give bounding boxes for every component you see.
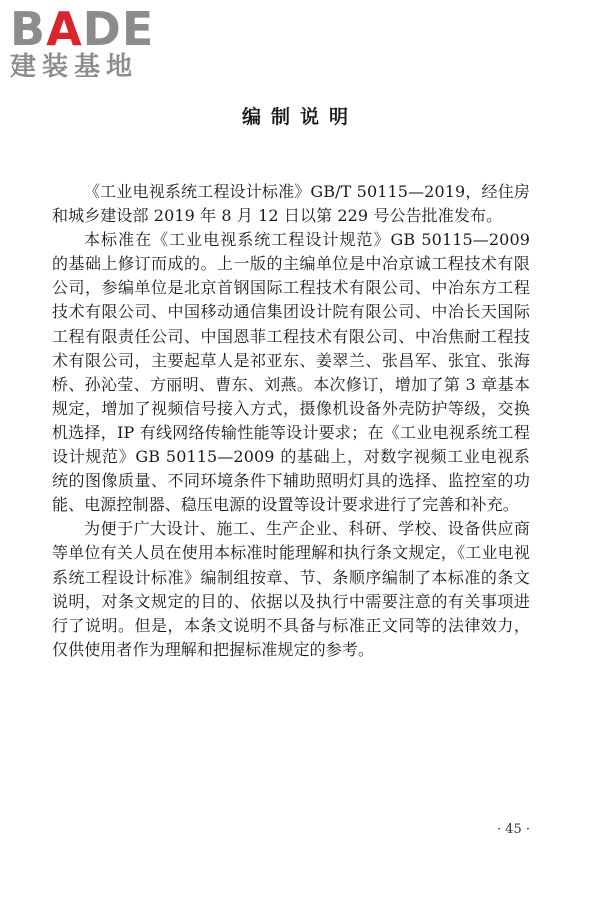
logo-wordmark xyxy=(10,4,175,54)
page-title: 编制说明 xyxy=(241,106,358,128)
logo-letter-b: B xyxy=(10,2,47,56)
paragraph-2: 本标准在《工业电视系统工程设计规范》GB 50115—2009 的基础上修订而成的。上一版的主编单位是中冶京诚工程技术有限公司，参编单位是北京首钢国际工程技术有限公司、中冶东方工程技术有限公司、中国移动通信集团设计院有限公司、中冶长天国际工程有限责任公司、中国恩菲工程技术有限公司、中冶焦耐工程技术有限公司，主要起草人是祁亚东、姜翠兰、张昌军、张宜、张海桥、孙沁莹、方丽明、曹东、刘燕。本次修订，增加了第 3 章基本规定，增加了视频信号接入方式，摄像机设备外壳防护等级，交换机选择，IP 有线网络传输性能等设计要求；在《工业电视系统工程设计规范》GB 50115—2009 的基础上，对数字视频工业电视系统的图像质量、不同环境条件下辅助照明灯具的选择、监控室的功能、电源控制器、稳压电源的设置等设计要求进行了完善和补充。 xyxy=(52,230,530,515)
logo-subtitle: 建装基地 xyxy=(10,52,139,82)
logo-letter-a: A xyxy=(46,2,83,56)
brand-logo xyxy=(10,4,175,82)
paragraph-1: 《工业电视系统工程设计标准》GB/T 50115—2019，经住房和城乡建设部 2019 年 8 月 12 日以第 229 号公告批准发布。 xyxy=(52,182,530,226)
body-text xyxy=(52,180,530,662)
page-number: · 45 · xyxy=(496,822,530,837)
paragraph-3: 为便于广大设计、施工、生产企业、科研、学校、设备供应商等单位有关人员在使用本标准时能理解和执行条文规定，《工业电视系统工程设计标准》编制组按章、节、条顺序编制了本标准的条文说明，对条文规定的目的、依据以及执行中需要注意的有关事项进行了说明。但是，本条文说明不具备与标准正文同等的法律效力，仅供使用者作为理解和把握标准规定的参考。 xyxy=(52,519,530,659)
logo-letters-de: DE xyxy=(82,2,155,56)
